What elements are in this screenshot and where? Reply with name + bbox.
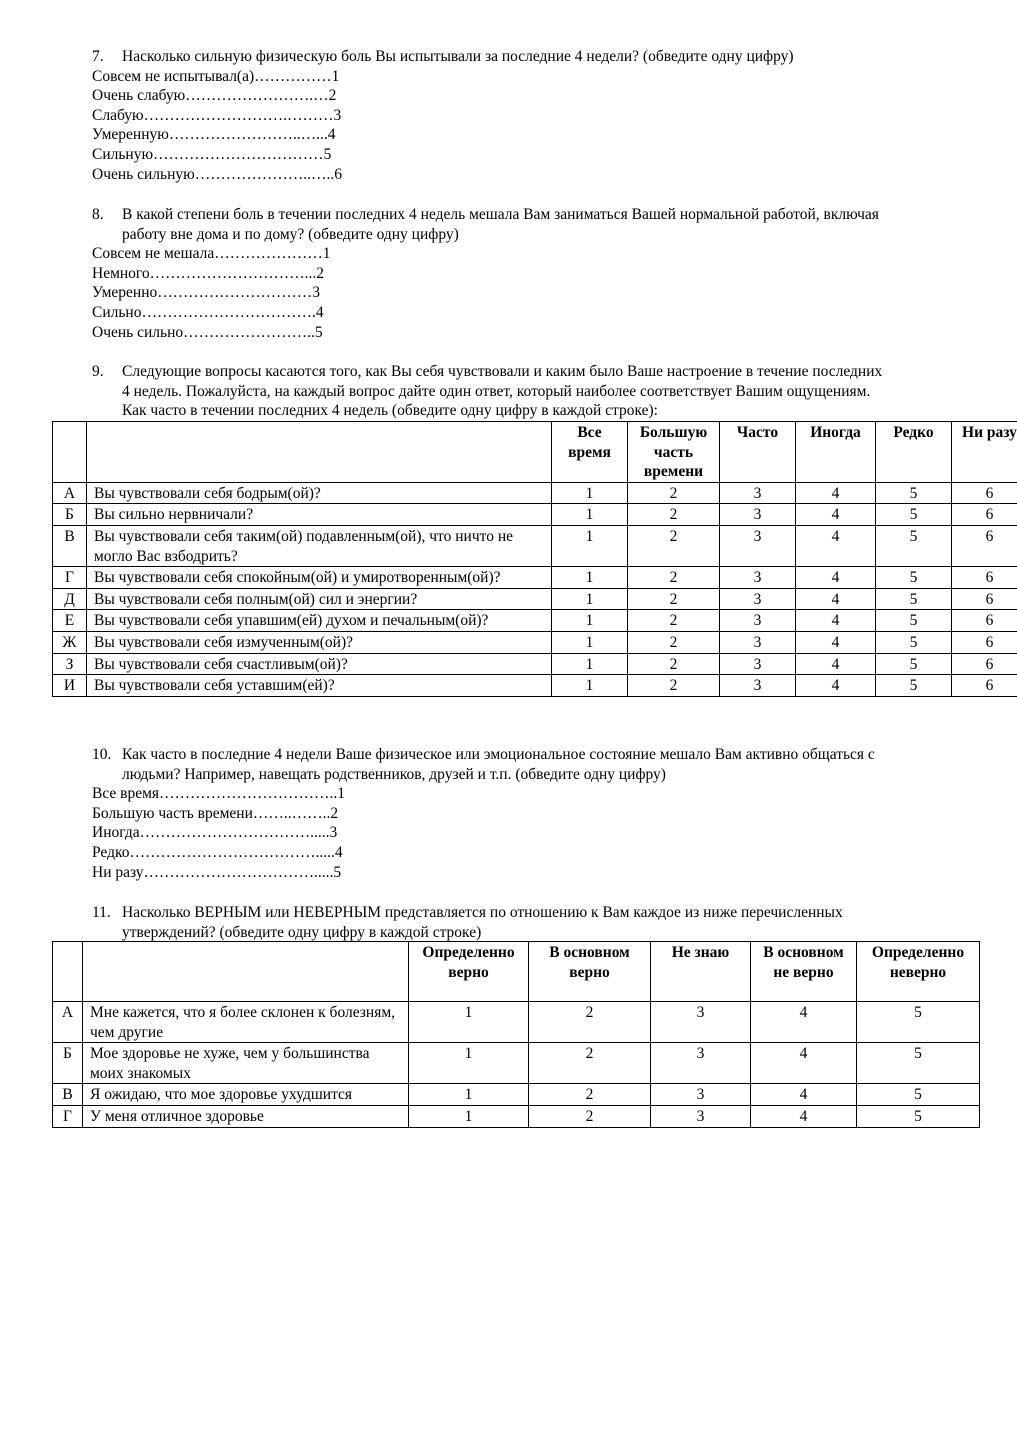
answer-cell[interactable]: 1 bbox=[552, 675, 628, 697]
answer-cell[interactable]: 2 bbox=[628, 610, 720, 632]
answer-cell[interactable]: 4 bbox=[751, 1084, 857, 1106]
q11-col-4: В основном не верно bbox=[751, 942, 857, 1002]
question-8-text-line1: В какой степени боль в течении последних 4 недель мешала Вам заниматься Вашей нормальной работой, включая bbox=[122, 206, 879, 223]
question-10-text-line2: людьми? Например, навещать родственников, друзей и т.п. (обведите одну цифру) bbox=[122, 765, 666, 783]
answer-cell[interactable]: 5 bbox=[857, 1002, 980, 1043]
answer-cell[interactable]: 5 bbox=[876, 631, 952, 653]
table-row bbox=[53, 482, 1017, 504]
answer-cell[interactable]: 5 bbox=[857, 1105, 980, 1127]
answer-cell[interactable]: 1 bbox=[552, 653, 628, 675]
q7-option-6[interactable]: Очень сильную…………………..…..6 bbox=[92, 165, 342, 183]
q9-header-code bbox=[53, 422, 87, 483]
q7-option-2[interactable]: Очень слабую…………………….…2 bbox=[92, 87, 337, 105]
answer-cell[interactable]: 1 bbox=[552, 504, 628, 526]
answer-cell[interactable]: 1 bbox=[409, 1002, 529, 1043]
answer-cell[interactable]: 3 bbox=[720, 675, 796, 697]
answer-cell[interactable]: 1 bbox=[552, 482, 628, 504]
answer-cell[interactable]: 3 bbox=[720, 504, 796, 526]
question-11-heading bbox=[92, 903, 977, 942]
q8-option-5[interactable]: Очень сильно……………………..5 bbox=[92, 323, 323, 341]
row-code: Г bbox=[53, 567, 87, 589]
row-statement: Вы чувствовали себя упавшим(ей) духом и печальным(ой)? bbox=[87, 610, 552, 632]
answer-cell[interactable]: 5 bbox=[876, 588, 952, 610]
answer-cell[interactable]: 1 bbox=[409, 1105, 529, 1127]
q9-col-5: Редко bbox=[876, 422, 952, 483]
table-row bbox=[53, 1084, 980, 1106]
q7-option-4[interactable]: Умеренную……………………..…...4 bbox=[92, 126, 336, 144]
row-code: Б bbox=[53, 1043, 83, 1084]
answer-cell[interactable]: 2 bbox=[628, 504, 720, 526]
question-10 bbox=[92, 745, 977, 882]
row-statement: Вы чувствовали себя полным(ой) сил и энергии? bbox=[87, 588, 552, 610]
table-row bbox=[53, 504, 1017, 526]
row-code: Б bbox=[53, 504, 87, 526]
answer-cell[interactable]: 1 bbox=[552, 525, 628, 566]
question-10-text-line1: Как часто в последние 4 недели Ваше физическое или эмоциональное состояние мешало Вам активно общаться с bbox=[122, 746, 875, 763]
answer-cell[interactable]: 2 bbox=[529, 1105, 651, 1127]
answer-cell[interactable]: 4 bbox=[796, 631, 876, 653]
question-8 bbox=[92, 205, 977, 342]
answer-cell[interactable]: 1 bbox=[552, 567, 628, 589]
q9-col-3: Часто bbox=[720, 422, 796, 483]
answer-cell[interactable]: 3 bbox=[720, 567, 796, 589]
answer-cell[interactable]: 1 bbox=[552, 588, 628, 610]
q10-option-2[interactable]: Большую часть времени……..……..2 bbox=[92, 804, 339, 822]
answer-cell[interactable]: 6 bbox=[952, 525, 1017, 566]
answer-cell[interactable]: 3 bbox=[720, 653, 796, 675]
q8-option-4[interactable]: Сильно…………………………….4 bbox=[92, 303, 324, 321]
row-statement: Вы чувствовали себя уставшим(ей)? bbox=[87, 675, 552, 697]
answer-cell[interactable]: 3 bbox=[720, 588, 796, 610]
question-8-text-line2: работу вне дома и по дому? (обведите одну цифру) bbox=[122, 225, 459, 243]
answer-cell[interactable]: 5 bbox=[876, 653, 952, 675]
q10-option-5[interactable]: Ни разу…………………………….....5 bbox=[92, 863, 342, 881]
q7-option-1[interactable]: Совсем не испытывал(а)……………1 bbox=[92, 67, 340, 85]
question-11-number: 11. bbox=[92, 904, 111, 921]
question-10-heading bbox=[92, 745, 977, 784]
q8-option-1[interactable]: Совсем не мешала…………………1 bbox=[92, 245, 331, 263]
question-11-text-line1: Насколько ВЕРНЫМ или НЕВЕРНЫМ представляется по отношению к Вам каждое из ниже перечисленных bbox=[122, 904, 843, 921]
answer-cell[interactable]: 1 bbox=[552, 631, 628, 653]
row-code: Ж bbox=[53, 631, 87, 653]
answer-cell[interactable]: 4 bbox=[751, 1002, 857, 1043]
table-row bbox=[53, 1002, 980, 1043]
question-11 bbox=[92, 903, 977, 942]
row-statement: Мне кажется, что я более склонен к болезням, чем другие bbox=[83, 1002, 409, 1043]
question-8-number: 8. bbox=[92, 206, 104, 223]
q7-option-5[interactable]: Сильную……………………………5 bbox=[92, 145, 332, 163]
answer-cell[interactable]: 3 bbox=[720, 482, 796, 504]
question-11-text-line2: утверждений? (обведите одну цифру в каждой строке) bbox=[122, 923, 482, 941]
answer-cell[interactable]: 6 bbox=[952, 675, 1017, 697]
question-7-text: Насколько сильную физическую боль Вы испытывали за последние 4 недели? (обведите одну цифру) bbox=[122, 48, 794, 65]
q10-option-1[interactable]: Все время……………………………..1 bbox=[92, 785, 346, 803]
question-7-number: 7. bbox=[92, 48, 104, 65]
row-statement: Я ожидаю, что мое здоровье ухудшится bbox=[83, 1084, 409, 1106]
answer-cell[interactable]: 4 bbox=[796, 653, 876, 675]
answer-cell[interactable]: 2 bbox=[628, 482, 720, 504]
table-row bbox=[53, 1105, 980, 1127]
row-code: В bbox=[53, 1084, 83, 1106]
q10-option-3[interactable]: Иногда…………………………….....3 bbox=[92, 824, 338, 842]
answer-cell[interactable]: 6 bbox=[952, 653, 1017, 675]
answer-cell[interactable]: 4 bbox=[796, 675, 876, 697]
question-9-heading bbox=[92, 362, 977, 421]
q11-header-row bbox=[53, 942, 980, 1002]
row-statement: Вы чувствовали себя таким(ой) подавленным(ой), что ничто не могло Вас взбодрить? bbox=[87, 525, 552, 566]
question-7-heading bbox=[92, 47, 977, 67]
answer-cell[interactable]: 5 bbox=[857, 1084, 980, 1106]
table-row bbox=[53, 610, 1017, 632]
answer-cell[interactable]: 2 bbox=[529, 1043, 651, 1084]
row-statement: Вы чувствовали себя бодрым(ой)? bbox=[87, 482, 552, 504]
answer-cell[interactable]: 3 bbox=[651, 1105, 751, 1127]
row-code: И bbox=[53, 675, 87, 697]
answer-cell[interactable]: 1 bbox=[552, 610, 628, 632]
table-row bbox=[53, 675, 1017, 697]
answer-cell[interactable]: 6 bbox=[952, 504, 1017, 526]
row-code: В bbox=[53, 525, 87, 566]
answer-cell[interactable]: 4 bbox=[796, 525, 876, 566]
table-row bbox=[53, 1043, 980, 1084]
answer-cell[interactable]: 4 bbox=[796, 610, 876, 632]
q11-header-code bbox=[53, 942, 83, 1002]
answer-cell[interactable]: 3 bbox=[651, 1002, 751, 1043]
answer-cell[interactable]: 6 bbox=[952, 588, 1017, 610]
question-9-text-line1: Следующие вопросы касаются того, как Вы себя чувствовали и каким было Ваше настроение в течение последних bbox=[122, 363, 883, 380]
answer-cell[interactable]: 2 bbox=[628, 588, 720, 610]
row-code: Д bbox=[53, 588, 87, 610]
q8-option-2[interactable]: Немного…………………………...2 bbox=[92, 264, 325, 282]
q11-col-1: Определенно верно bbox=[409, 942, 529, 1002]
answer-cell[interactable]: 5 bbox=[876, 504, 952, 526]
row-code: З bbox=[53, 653, 87, 675]
answer-cell[interactable]: 5 bbox=[876, 482, 952, 504]
table-row bbox=[53, 525, 1017, 566]
answer-cell[interactable]: 5 bbox=[876, 675, 952, 697]
q11-header-statement bbox=[83, 942, 409, 1002]
answer-cell[interactable]: 2 bbox=[628, 653, 720, 675]
answer-cell[interactable]: 1 bbox=[409, 1084, 529, 1106]
q10-option-4[interactable]: Редко……………………………….....4 bbox=[92, 843, 343, 861]
table-row bbox=[53, 631, 1017, 653]
answer-cell[interactable]: 2 bbox=[529, 1002, 651, 1043]
answer-cell[interactable]: 6 bbox=[952, 482, 1017, 504]
answer-cell[interactable]: 2 bbox=[628, 567, 720, 589]
answer-cell[interactable]: 2 bbox=[628, 675, 720, 697]
q9-col-4: Иногда bbox=[796, 422, 876, 483]
answer-cell[interactable]: 4 bbox=[796, 504, 876, 526]
question-9-number: 9. bbox=[92, 363, 104, 380]
row-statement: Вы чувствовали себя счастливым(ой)? bbox=[87, 653, 552, 675]
q9-col-6: Ни разу bbox=[952, 422, 1017, 483]
question-9 bbox=[92, 362, 977, 421]
q9-col-2: Большую часть времени bbox=[628, 422, 720, 483]
q8-option-3[interactable]: Умеренно…………………………3 bbox=[92, 284, 321, 302]
answer-cell[interactable]: 4 bbox=[796, 482, 876, 504]
answer-cell[interactable]: 4 bbox=[796, 567, 876, 589]
answer-cell[interactable]: 5 bbox=[876, 525, 952, 566]
question-10-number: 10. bbox=[92, 746, 112, 763]
answer-cell[interactable]: 3 bbox=[651, 1084, 751, 1106]
row-statement: У меня отличное здоровье bbox=[83, 1105, 409, 1127]
row-code: А bbox=[53, 1002, 83, 1043]
question-9-text-line2: 4 недель. Пожалуйста, на каждый вопрос дайте один ответ, который наиболее соответствует Вашим ощущениям. bbox=[122, 382, 871, 400]
row-code: А bbox=[53, 482, 87, 504]
answer-cell[interactable]: 6 bbox=[952, 631, 1017, 653]
row-statement: Мое здоровье не хуже, чем у большинства моих знакомых bbox=[83, 1043, 409, 1084]
question-9-text-line3: Как часто в течении последних 4 недель (обведите одну цифру в каждой строке): bbox=[122, 402, 658, 420]
q11-table bbox=[52, 941, 980, 1128]
table-row bbox=[53, 567, 1017, 589]
answer-cell[interactable]: 4 bbox=[796, 588, 876, 610]
q11-col-5: Определенно неверно bbox=[857, 942, 980, 1002]
row-statement: Вы чувствовали себя измученным(ой)? bbox=[87, 631, 552, 653]
answer-cell[interactable]: 4 bbox=[751, 1043, 857, 1084]
q9-table bbox=[52, 421, 1017, 697]
answer-cell[interactable]: 5 bbox=[876, 610, 952, 632]
answer-cell[interactable]: 4 bbox=[751, 1105, 857, 1127]
row-statement: Вы чувствовали себя спокойным(ой) и умиротворенным(ой)? bbox=[87, 567, 552, 589]
answer-cell[interactable]: 3 bbox=[720, 631, 796, 653]
answer-cell[interactable]: 5 bbox=[876, 567, 952, 589]
answer-cell[interactable]: 1 bbox=[409, 1043, 529, 1084]
q11-col-3: Не знаю bbox=[651, 942, 751, 1002]
answer-cell[interactable]: 3 bbox=[720, 525, 796, 566]
table-row bbox=[53, 588, 1017, 610]
answer-cell[interactable]: 6 bbox=[952, 567, 1017, 589]
question-8-heading bbox=[92, 205, 977, 244]
q9-col-1: Все время bbox=[552, 422, 628, 483]
row-code: Г bbox=[53, 1105, 83, 1127]
answer-cell[interactable]: 3 bbox=[651, 1043, 751, 1084]
table-row bbox=[53, 653, 1017, 675]
q9-header-statement bbox=[87, 422, 552, 483]
q7-option-3[interactable]: Слабую……………………….………3 bbox=[92, 106, 342, 124]
answer-cell[interactable]: 3 bbox=[720, 610, 796, 632]
answer-cell[interactable]: 2 bbox=[628, 631, 720, 653]
answer-cell[interactable]: 2 bbox=[628, 525, 720, 566]
row-code: Е bbox=[53, 610, 87, 632]
answer-cell[interactable]: 5 bbox=[857, 1043, 980, 1084]
answer-cell[interactable]: 2 bbox=[529, 1084, 651, 1106]
answer-cell[interactable]: 6 bbox=[952, 610, 1017, 632]
q11-col-2: В основном верно bbox=[529, 942, 651, 1002]
question-7 bbox=[92, 47, 977, 184]
row-statement: Вы сильно нервничали? bbox=[87, 504, 552, 526]
q9-header-row bbox=[53, 422, 1017, 483]
